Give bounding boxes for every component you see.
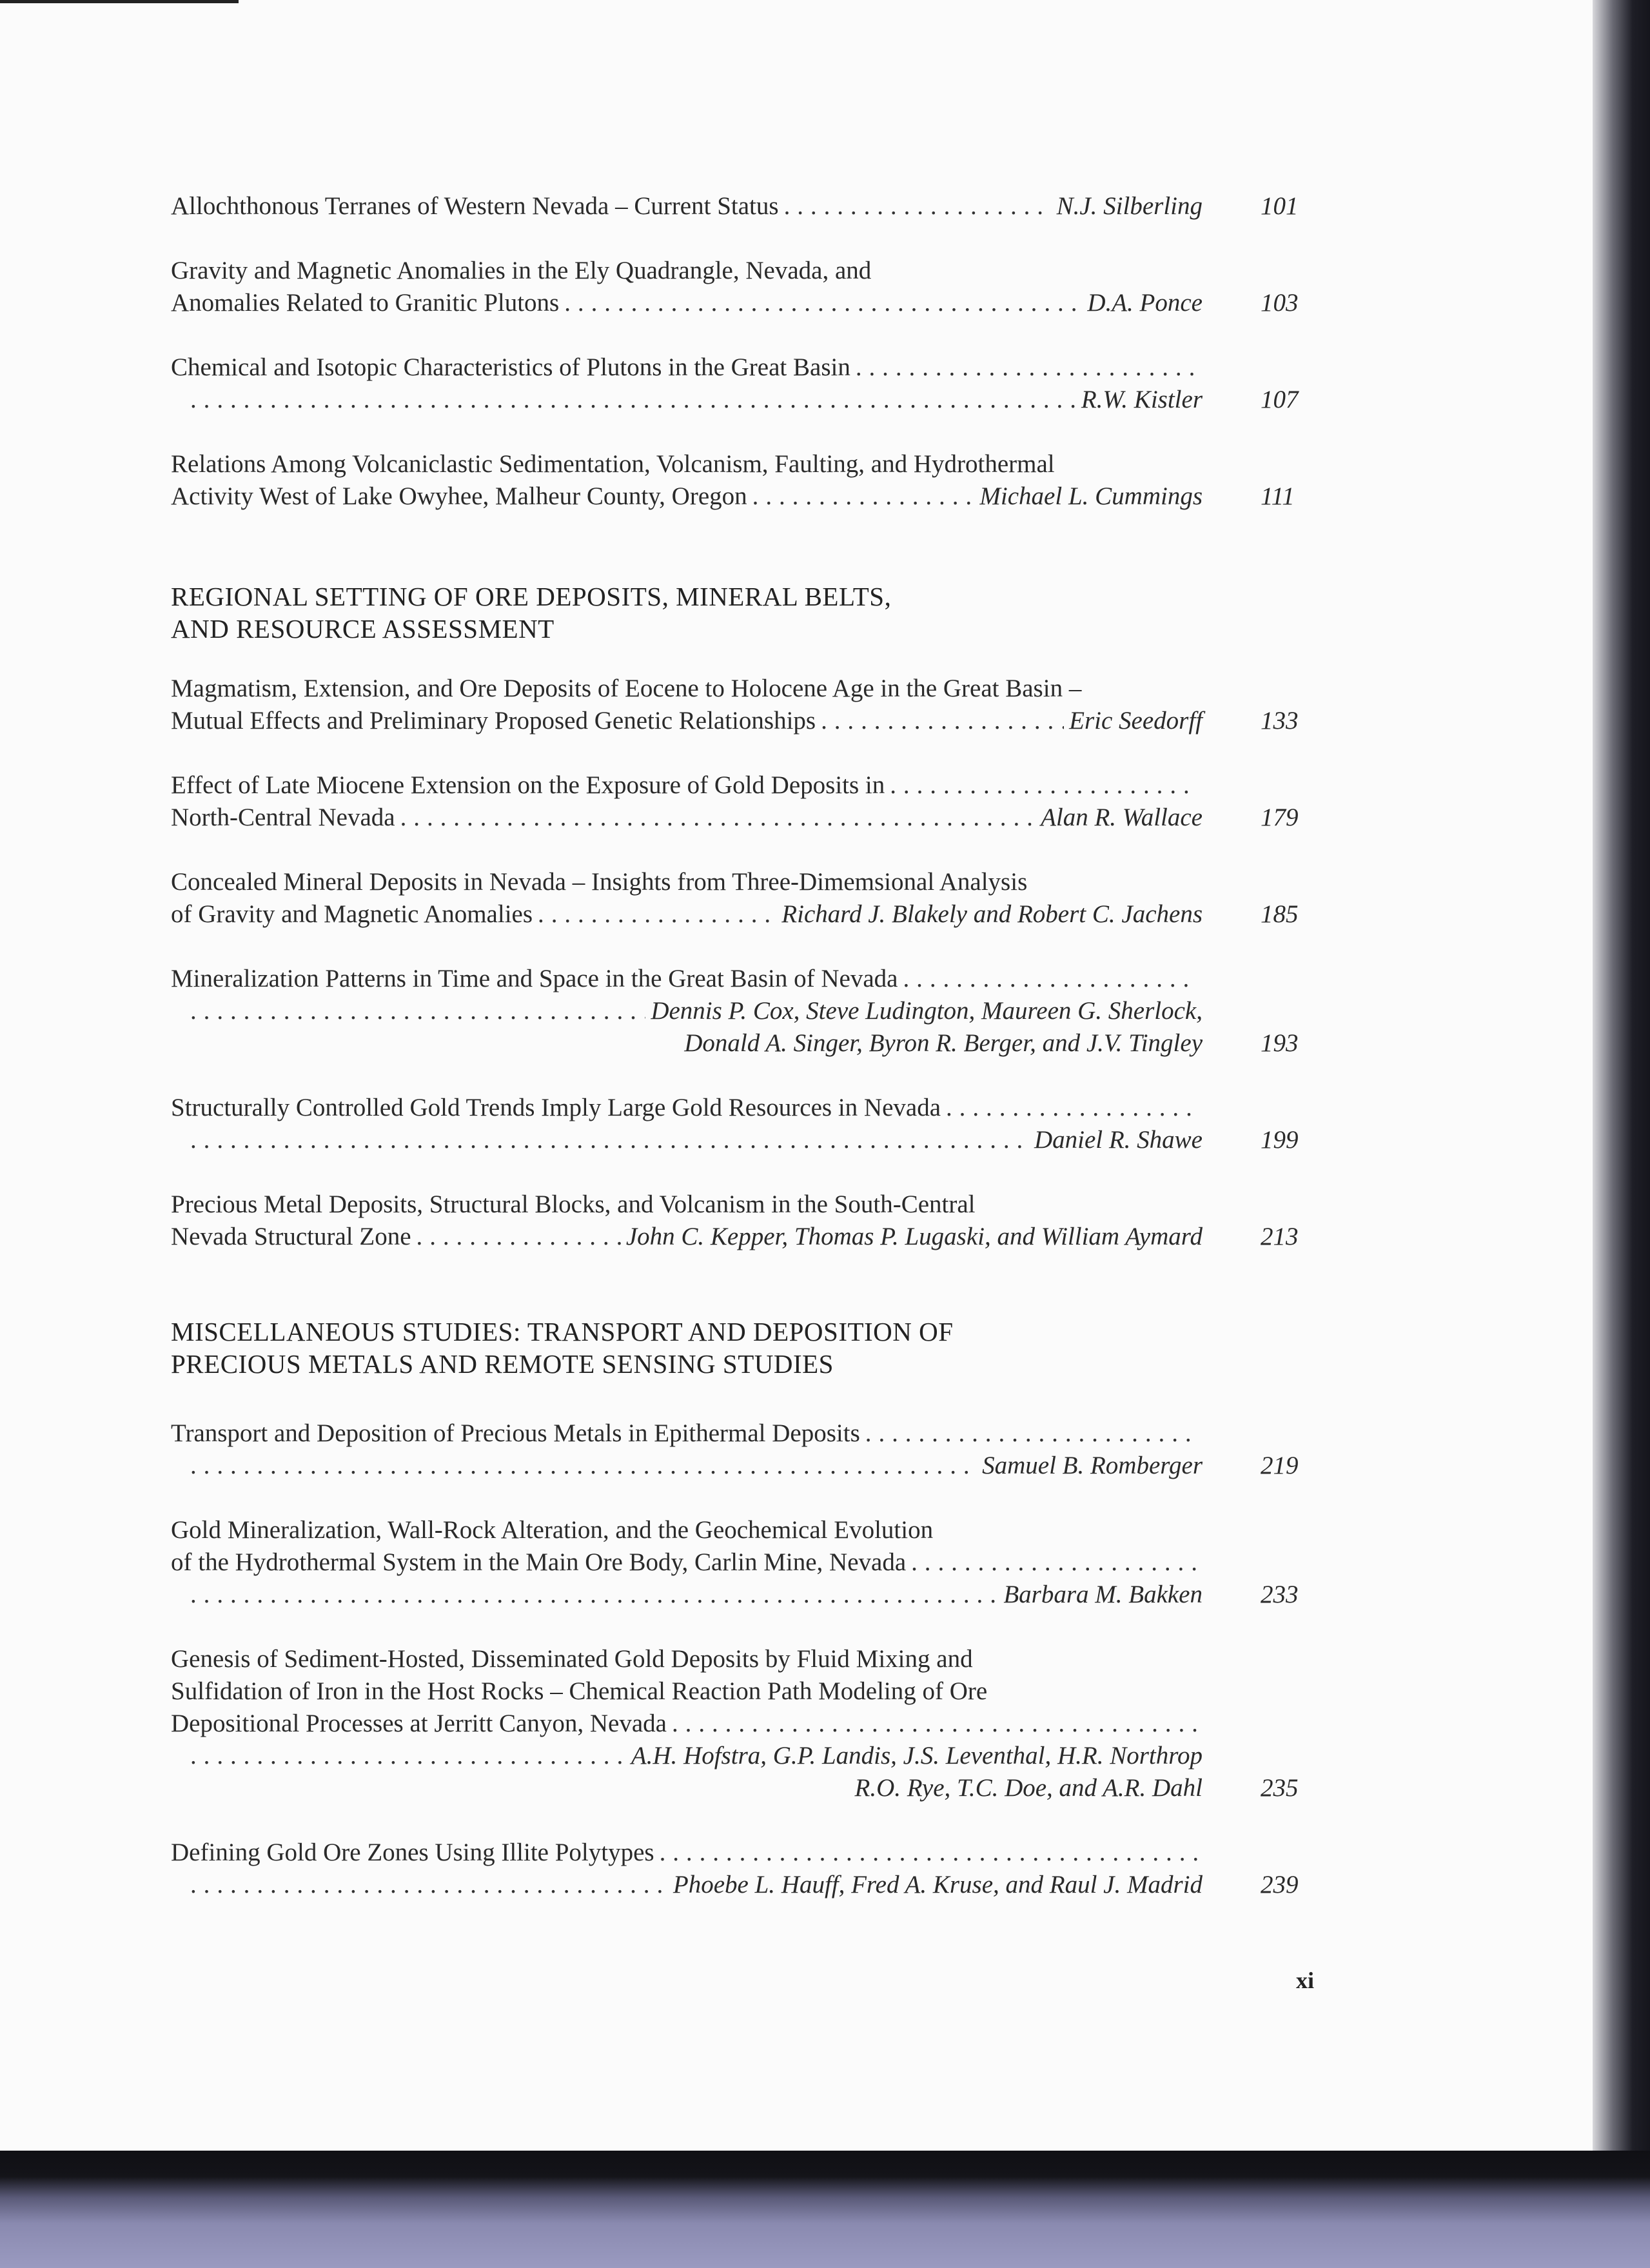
binding-gutter: [1593, 0, 1650, 2151]
section-heading: MISCELLANEOUS STUDIES: TRANSPORT AND DEPOSITION OF PRECIOUS METALS AND REMOTE SENSING STUDIES: [171, 1317, 954, 1379]
top-rule: [0, 0, 239, 3]
entry-page: 103: [1261, 289, 1299, 317]
entry-author: R.W. Kistler: [1081, 386, 1203, 413]
entry-page: 235: [1261, 1774, 1299, 1802]
leader-dots: [946, 1092, 1197, 1124]
entry-title: North-Central Nevada: [171, 804, 395, 831]
entry-title: of Gravity and Magnetic Anomalies: [171, 900, 533, 928]
leader-dots: [890, 769, 1197, 802]
toc-entry: [171, 1837, 1203, 1901]
entry-page: 233: [1261, 1581, 1299, 1608]
leader-dots: [784, 190, 1052, 222]
toc-entry: [171, 1417, 1203, 1482]
toc-entry: [171, 673, 1203, 737]
entry-title: Relations Among Volcaniclastic Sedimentation, Volcanism, Faulting, and Hydrothermal: [171, 450, 1055, 478]
entry-page: 213: [1261, 1223, 1299, 1250]
entry-title: Genesis of Sediment-Hosted, Disseminated Gold Deposits by Fluid Mixing and: [171, 1645, 973, 1673]
entry-author: A.H. Hofstra, G.P. Landis, J.S. Leventhal, H.R. Northrop: [631, 1742, 1203, 1770]
leader-dots: [190, 1450, 977, 1482]
entry-title: Precious Metal Deposits, Structural Blocks, and Volcanism in the South-Central: [171, 1190, 976, 1218]
leader-dots: [190, 1579, 998, 1611]
entry-title: Anomalies Related to Granitic Plutons: [171, 289, 560, 317]
entry-title: Structurally Controlled Gold Trends Imply Large Gold Resources in Nevada: [171, 1094, 941, 1121]
entry-page: 199: [1261, 1126, 1299, 1154]
leader-dots: [672, 1708, 1197, 1740]
entry-author: Donald A. Singer, Byron R. Berger, and J.V. Tingley: [684, 1029, 1203, 1057]
entry-page: 179: [1261, 804, 1299, 831]
scan-bottom-edge: [0, 2151, 1650, 2268]
leader-dots: [417, 1221, 621, 1253]
toc-entry: [171, 769, 1203, 834]
entry-author: Richard J. Blakely and Robert C. Jachens: [781, 900, 1203, 928]
entry-title: Activity West of Lake Owyhee, Malheur County, Oregon: [171, 482, 747, 510]
entry-author: Barbara M. Bakken: [1003, 1581, 1203, 1608]
entry-title: Sulfidation of Iron in the Host Rocks – Chemical Reaction Path Modeling of Ore: [171, 1677, 988, 1705]
entry-title: Effect of Late Miocene Extension on the Exposure of Gold Deposits in: [171, 771, 885, 799]
entry-page: 101: [1261, 192, 1299, 220]
toc-entry: [171, 1092, 1203, 1156]
entry-author: R.O. Rye, T.C. Doe, and A.R. Dahl: [854, 1774, 1203, 1802]
leader-dots: [856, 351, 1197, 384]
entry-title: Defining Gold Ore Zones Using Illite Polytypes: [171, 1839, 654, 1866]
leader-dots: [190, 995, 645, 1027]
entry-title: Concealed Mineral Deposits in Nevada – Insights from Three-Dimemsional Analysis: [171, 868, 1028, 896]
entry-author: Phoebe L. Hauff, Fred A. Kruse, and Raul J. Madrid: [673, 1871, 1203, 1898]
entry-author: D.A. Ponce: [1087, 289, 1203, 317]
entry-title: Mutual Effects and Preliminary Proposed Genetic Relationships: [171, 707, 816, 735]
entry-title: of the Hydrothermal System in the Main Ore Body, Carlin Mine, Nevada: [171, 1548, 907, 1576]
entry-author: N.J. Silberling: [1056, 192, 1203, 220]
entry-author: John C. Kepper, Thomas P. Lugaski, and William Aymard: [625, 1223, 1203, 1250]
leader-dots: [821, 705, 1064, 737]
entry-page: 111: [1261, 482, 1295, 510]
entry-page: 219: [1261, 1452, 1299, 1479]
entry-page: 107: [1261, 386, 1299, 413]
entry-title: Gold Mineralization, Wall-Rock Alteration, and the Geochemical Evolution: [171, 1516, 934, 1544]
entry-title: Gravity and Magnetic Anomalies in the Ely Quadrangle, Nevada, and: [171, 257, 872, 284]
entry-author: Alan R. Wallace: [1041, 804, 1203, 831]
entry-title: Nevada Structural Zone: [171, 1223, 411, 1250]
toc-entry: [171, 1188, 1203, 1253]
leader-dots: [865, 1417, 1197, 1450]
toc-entry: [171, 448, 1203, 513]
leader-dots: [400, 802, 1036, 834]
entry-author: Eric Seedorff: [1069, 707, 1203, 735]
entry-title: Depositional Processes at Jerritt Canyon, Nevada: [171, 1710, 667, 1737]
leader-dots: [752, 480, 975, 513]
section-heading: REGIONAL SETTING OF ORE DEPOSITS, MINERAL BELTS, AND RESOURCE ASSESSMENT: [171, 582, 892, 644]
leader-dots: [911, 1546, 1197, 1579]
entry-title: Chemical and Isotopic Characteristics of Plutons in the Great Basin: [171, 353, 850, 381]
entry-page: 239: [1261, 1871, 1299, 1898]
entry-title: Magmatism, Extension, and Ore Deposits of Eocene to Holocene Age in the Great Basin –: [171, 675, 1082, 702]
entry-author: Michael L. Cummings: [979, 482, 1203, 510]
toc-entry: [171, 1514, 1203, 1611]
toc-entry: [171, 1643, 1203, 1804]
entry-page: 193: [1261, 1029, 1299, 1057]
leader-dots: [190, 384, 1076, 416]
toc-entry: [171, 866, 1203, 931]
entry-author: Samuel B. Romberger: [982, 1452, 1203, 1479]
toc-entry: [171, 963, 1203, 1060]
leader-dots: [660, 1837, 1197, 1869]
entry-page: 185: [1261, 900, 1299, 928]
entry-author: Dennis P. Cox, Steve Ludington, Maureen G. Sherlock,: [651, 997, 1203, 1025]
leader-dots: [903, 963, 1197, 995]
toc-entry: [171, 255, 1203, 319]
leader-dots: [190, 1124, 1029, 1156]
entry-page: 133: [1261, 707, 1299, 735]
leader-dots: [190, 1869, 668, 1901]
entry-title: Allochthonous Terranes of Western Nevada – Current Status: [171, 192, 779, 220]
entry-title: Mineralization Patterns in Time and Space in the Great Basin of Nevada: [171, 965, 898, 992]
entry-author: Daniel R. Shawe: [1034, 1126, 1203, 1154]
folio: xi: [1296, 1967, 1315, 1993]
leader-dots: [538, 898, 776, 931]
toc-entry: [171, 351, 1203, 416]
leader-dots: [190, 1740, 626, 1772]
entry-title: Transport and Deposition of Precious Metals in Epithermal Deposits: [171, 1419, 860, 1447]
leader-dots: [564, 287, 1082, 319]
toc-entry: [171, 190, 1203, 222]
